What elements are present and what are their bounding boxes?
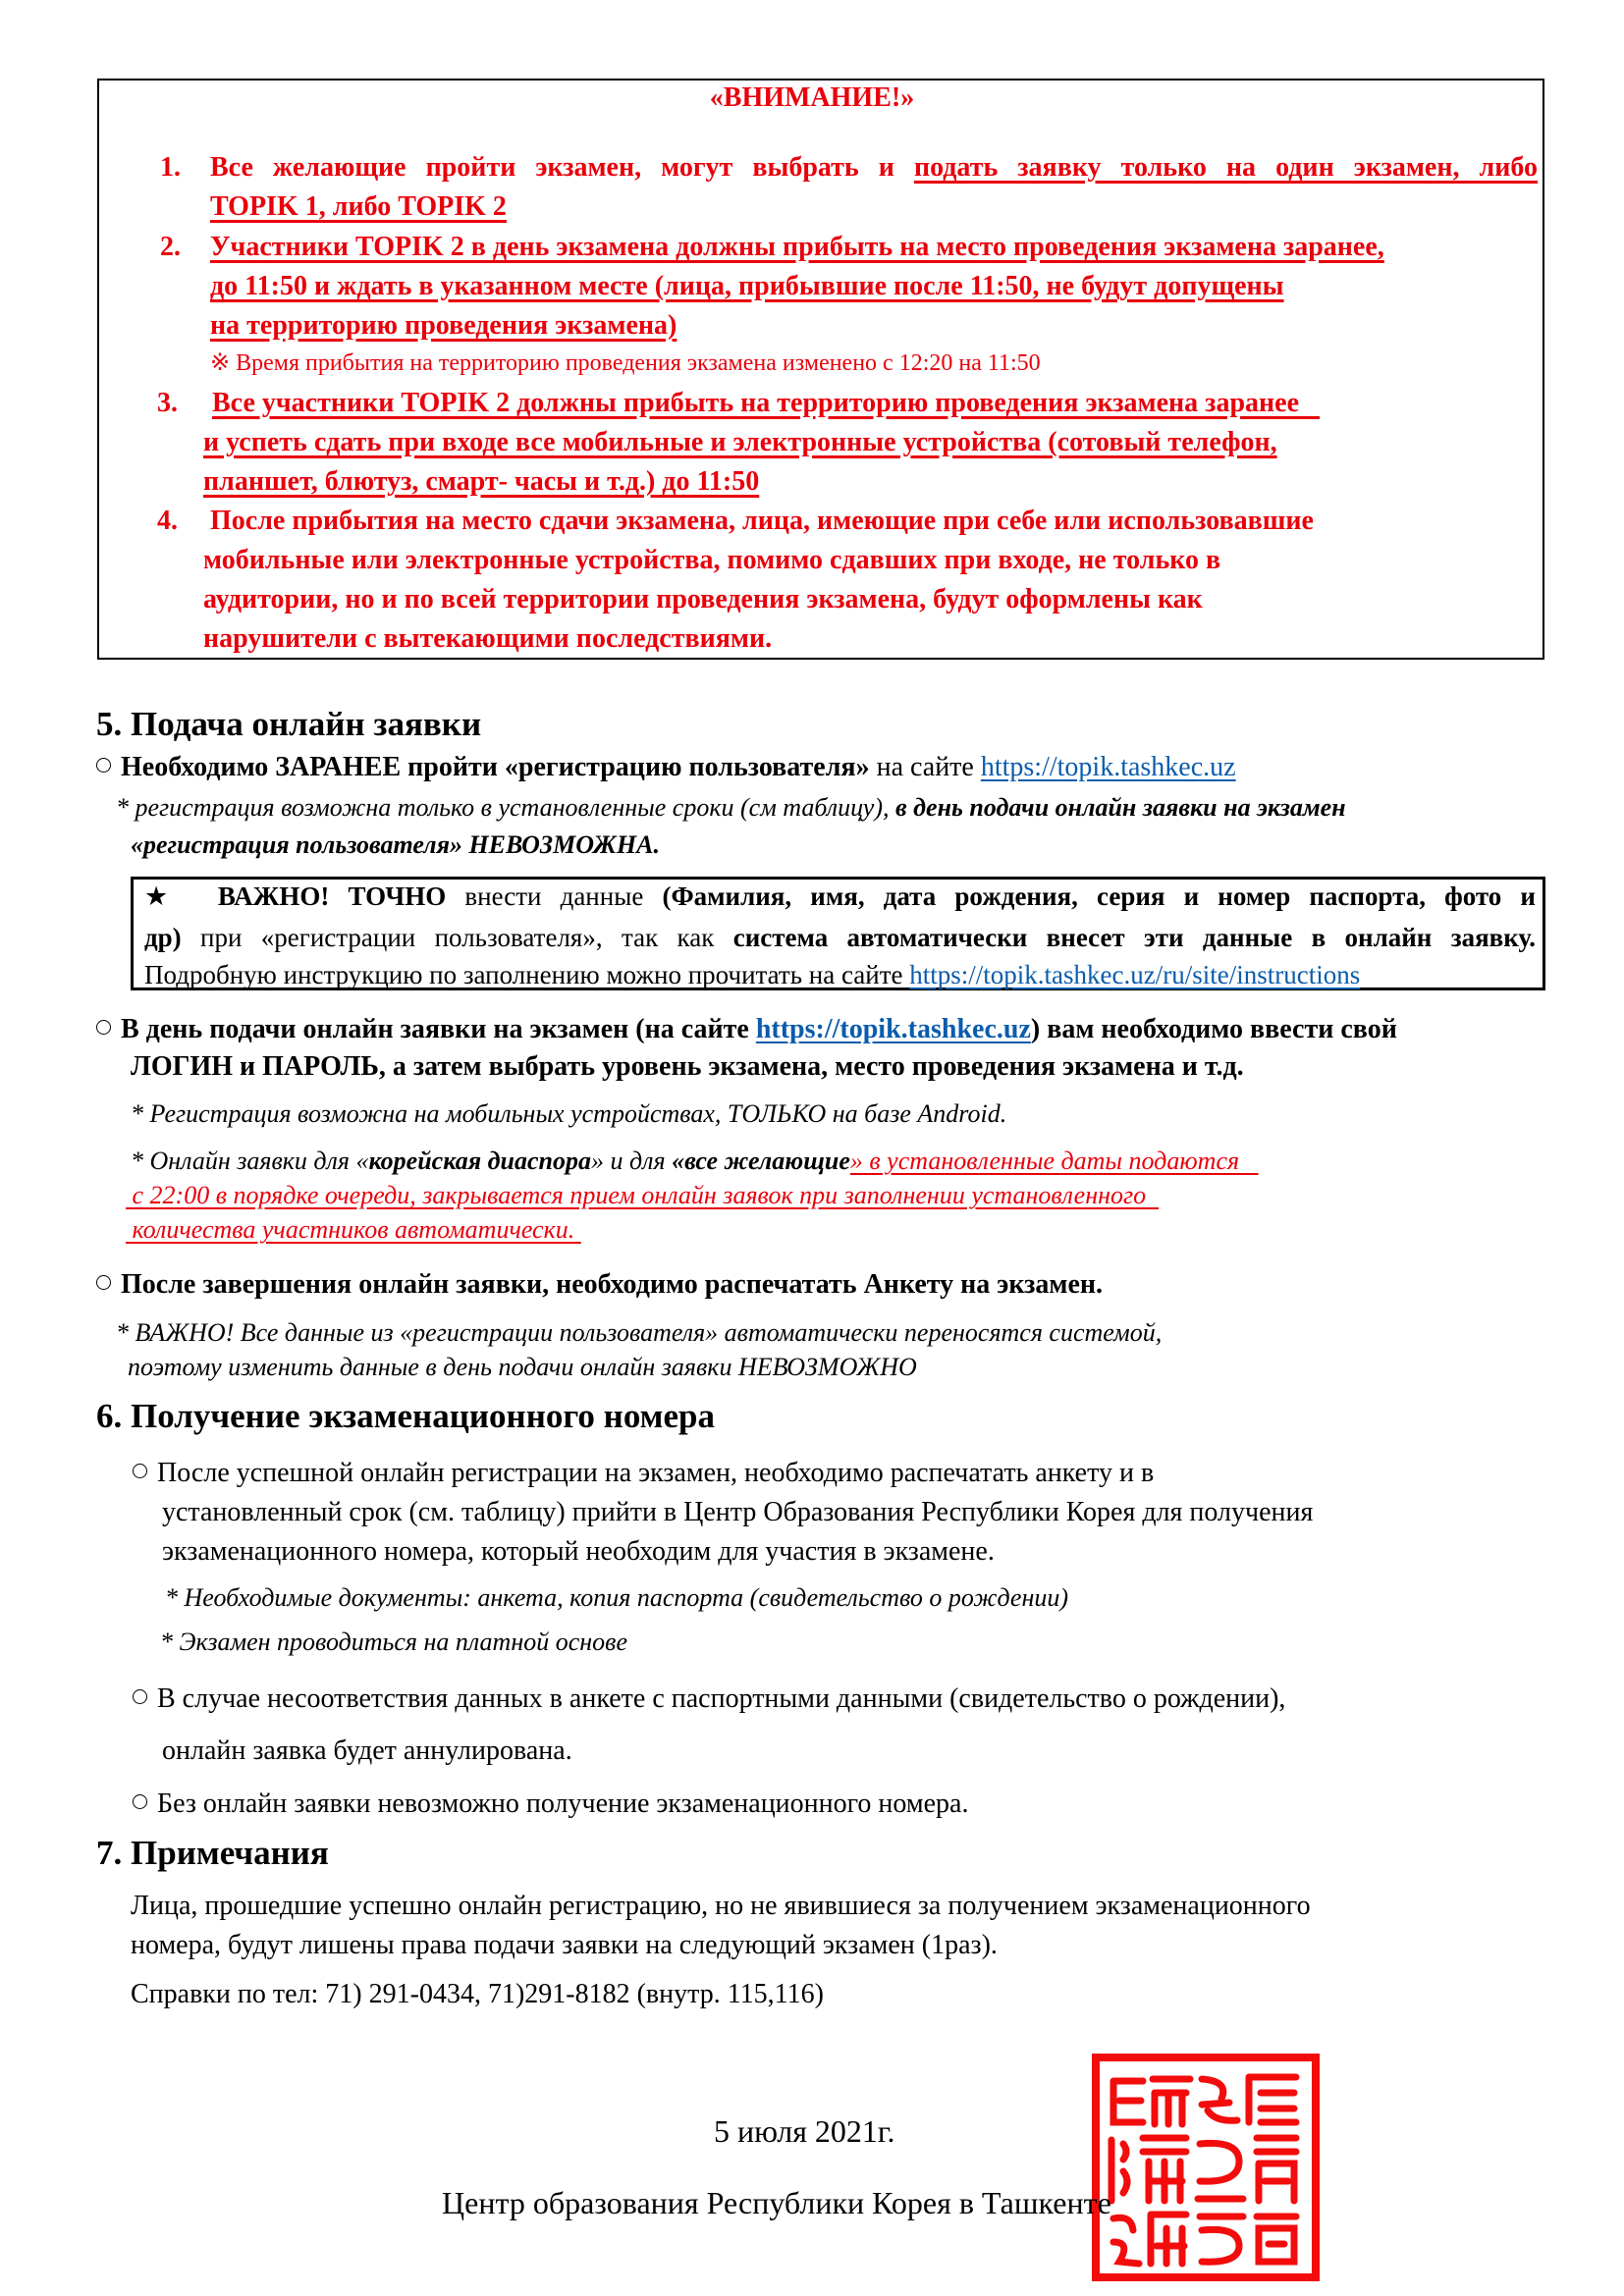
warning-item-line: нарушители с вытекающими последствиями. xyxy=(203,623,773,654)
warning-item-line: планшет, блютуз, смарт- часы и т.д.) до 11:50 xyxy=(203,466,760,497)
phone-info: Справки по тел: 71) 291-0434, 71)291-8182 (внутр. 115,116) xyxy=(131,1979,824,2009)
bullet-text: на сайте xyxy=(869,752,981,782)
section-6-note-1: * Необходимые документы: анкета, копия паспорта (свидетельство о рождении) xyxy=(165,1583,1069,1612)
bullet-bold-text: ) вам необходимо ввести свой xyxy=(1030,1014,1397,1044)
important-bold-text: ВАЖНО! ТОЧНО xyxy=(217,881,447,911)
section-6-heading: 6. Получение экзаменационного номера xyxy=(96,1397,715,1435)
circle-bullet-icon xyxy=(96,1020,111,1035)
topik-site-link-2[interactable]: https://topik.tashkec.uz xyxy=(755,1014,1031,1044)
note-text: * Онлайн заявки для « xyxy=(131,1147,369,1175)
section-6-bullet-1-line-3: экзаменационного номера, который необходим для участия в экзамене. xyxy=(162,1536,995,1567)
bullet-bold-text: В день подачи онлайн заявки на экзамен (на сайте xyxy=(121,1014,756,1044)
note-bold-text: «все желающие xyxy=(672,1147,850,1175)
section-5-bullet-3 xyxy=(96,1271,1103,1299)
topik-site-link[interactable]: https://topik.tashkec.uz xyxy=(980,752,1236,782)
important-text: при «регистрации пользователя», так как xyxy=(181,923,733,952)
warning-item-line: мобильные или электронные устройства, помимо сдавших при входе, не только в xyxy=(203,545,1221,575)
warning-item-line: на территорию проведения экзамена) xyxy=(210,310,677,341)
section-5-note-4: * ВАЖНО! Все данные из «регистрации пользователя» автоматически переносятся системой, xyxy=(116,1318,1163,1347)
organization-name: Центр образования Республики Корея в Ташкенте xyxy=(442,2185,1111,2220)
warning-title: «ВНИМАНИЕ!» xyxy=(709,82,915,113)
circle-bullet-icon xyxy=(96,758,111,773)
important-bold-text: (Фамилия, имя, дата рождения, серия и номер паспорта, фото и xyxy=(662,881,1536,911)
section-5-bullet-2 xyxy=(96,1016,1397,1043)
warning-item-number: 2. xyxy=(160,232,181,262)
circle-bullet-icon xyxy=(133,1464,147,1478)
circle-bullet-icon xyxy=(133,1794,147,1809)
important-line-1 xyxy=(144,883,1536,910)
warning-item-line xyxy=(210,154,1538,182)
section-5-bullet-1 xyxy=(96,754,1236,781)
note-bold-text: в день подачи онлайн заявки на экзамен xyxy=(895,793,1346,822)
note-text: * регистрация возможна только в установленные сроки (см таблицу), xyxy=(116,793,896,822)
warning-item-line: аудитории, но и по всей территории проведения экзамена, будут оформлены как xyxy=(203,584,1203,614)
section-5-note-1-line-2: «регистрация пользователя» НЕВОЗМОЖНА. xyxy=(131,830,660,859)
warning-item-line: и успеть сдать при входе все мобильные и электронные устройства (сотовый телефон, xyxy=(203,427,1277,457)
section-6-bullet-3 xyxy=(133,1790,968,1818)
section-5-note-1 xyxy=(116,795,1346,821)
section-6-bullet-2-line-2: онлайн заявка будет аннулирована. xyxy=(162,1735,572,1766)
warning-item-number: 1. xyxy=(160,152,181,183)
circle-bullet-icon xyxy=(96,1275,111,1290)
note-bold-text: корейская диаспора xyxy=(368,1147,591,1175)
warning-item-line: TOPIK 1, либо TOPIK 2 xyxy=(210,191,507,222)
bullet-text: После успешной онлайн регистрации на экзамен, необходимо распечатать анкету и в xyxy=(157,1458,1155,1488)
warning-item-note: ※ Время прибытия на территорию проведения экзамена изменено с 12:20 на 11:50 xyxy=(210,350,1041,376)
bullet-text: Без онлайн заявки невозможно получение экзаменационного номера. xyxy=(157,1789,969,1819)
document-date: 5 июля 2021г. xyxy=(714,2113,895,2149)
section-5-note-3-line-2: с 22:00 в порядке очереди, закрывается прием онлайн заявок при заполнении установленного xyxy=(126,1181,1160,1209)
section-7-heading: 7. Примечания xyxy=(96,1834,329,1872)
warning-item-number: 4. xyxy=(157,506,178,536)
warning-item-line: После прибытия на место сдачи экзамена, лица, имеющие при себе или использовавшие xyxy=(210,506,1314,536)
section-6-bullet-1 xyxy=(133,1460,1154,1487)
warning-text: Все желающие пройти экзамен, могут выбрать и xyxy=(210,152,914,183)
section-5-bullet-2-line-2: ЛОГИН и ПАРОЛЬ, а затем выбрать уровень экзамена, место проведения экзамена и т.д. xyxy=(131,1051,1244,1082)
section-5-note-3-line-3: количества участников автоматически. xyxy=(126,1215,581,1244)
important-text: внести данные xyxy=(446,881,663,911)
note-red-text: » в установленные даты подаются xyxy=(849,1147,1259,1175)
bullet-bold-text: После завершения онлайн заявки, необходимо распечатать Анкету на экзамен. xyxy=(121,1269,1104,1300)
section-5-heading: 5. Подача онлайн заявки xyxy=(96,705,482,743)
warning-item-line: Все участники TOPIK 2 должны прибыть на территорию проведения экзамена заранее xyxy=(212,388,1320,418)
section-6-note-2: * Экзамен проводиться на платной основе xyxy=(160,1628,627,1656)
important-line-2 xyxy=(144,925,1536,951)
important-text: Подробную инструкцию по заполнению можно прочитать на сайте xyxy=(144,960,910,989)
circle-bullet-icon xyxy=(133,1689,147,1704)
section-5-note-4-line-2: поэтому изменить данные в день подачи онлайн заявки НЕВОЗМОЖНО xyxy=(128,1353,917,1381)
section-6-bullet-1-line-2: установленный срок (см. таблицу) прийти в Центр Образования Республики Корея для получения xyxy=(162,1497,1314,1527)
warning-underlined-text: подать заявку только на один экзамен, либо xyxy=(913,152,1538,183)
bullet-text: В случае несоответствия данных в анкете с паспортными данными (свидетельство о рождении), xyxy=(157,1683,1286,1714)
notes-line-1: Лица, прошедшие успешно онлайн регистрацию, но не явившиеся за получением экзаменационного xyxy=(131,1891,1311,1921)
warning-item-line: Участники TOPIK 2 в день экзамена должны прибыть на место проведения экзамена заранее, xyxy=(210,232,1384,262)
section-5-note-2: * Регистрация возможна на мобильных устройствах, ТОЛЬКО на базе Android. xyxy=(131,1099,1007,1128)
section-5-note-3 xyxy=(131,1148,1259,1174)
important-line-3 xyxy=(144,962,1360,988)
star-icon: ★ xyxy=(144,881,181,911)
instructions-link[interactable]: https://topik.tashkec.uz/ru/site/instructions xyxy=(909,960,1361,989)
warning-item-line: до 11:50 и ждать в указанном месте (лица, прибывшие после 11:50, не будут допущены xyxy=(210,271,1284,301)
official-seal-icon xyxy=(1092,2054,1320,2281)
note-text: » и для xyxy=(591,1147,673,1175)
warning-item-number: 3. xyxy=(157,388,178,418)
notes-line-2: номера, будут лишены права подачи заявки на следующий экзамен (1раз). xyxy=(131,1930,998,1960)
important-bold-text: система автоматически внесет эти данные в онлайн заявку. xyxy=(732,923,1536,952)
important-bold-text: др) xyxy=(144,923,182,952)
bullet-bold-text: Необходимо ЗАРАНЕЕ пройти «регистрацию пользователя» xyxy=(121,752,870,782)
section-6-bullet-2 xyxy=(133,1685,1285,1713)
